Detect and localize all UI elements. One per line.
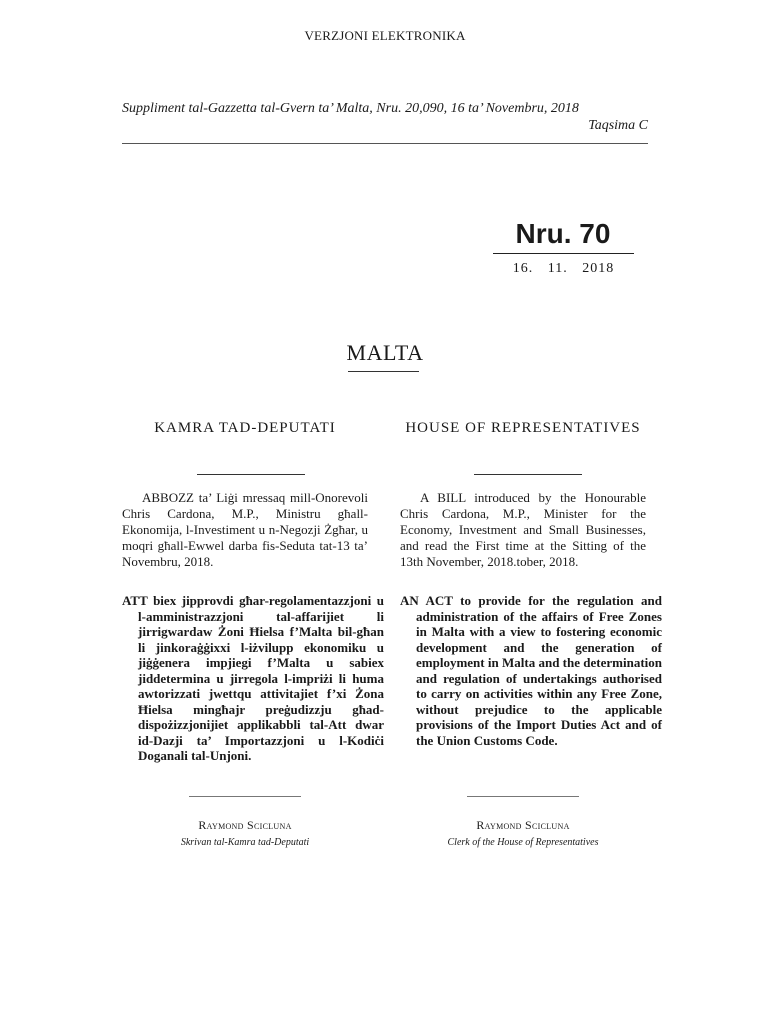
country-title-underline <box>348 371 419 372</box>
left-signatory-title: Skrivan tal-Kamra tad-Deputati <box>180 837 310 848</box>
left-column-heading: KAMRA TAD-DEPUTATI <box>154 420 336 436</box>
right-signatory-name: Raymond Scicluna <box>476 818 570 832</box>
left-signatory-name: Raymond Scicluna <box>198 818 292 832</box>
country-title: MALTA <box>346 340 424 365</box>
bill-number: Nru. 70 <box>515 218 611 249</box>
section-label: Taqsima C <box>588 118 648 133</box>
right-heading-divider <box>474 474 582 475</box>
gazette-supplement-line: Suppliment tal-Gazzetta tal-Gvern ta’ Malta, Nru. 20,090, 16 ta’ Novembru, 2018 <box>122 101 579 116</box>
left-heading-divider <box>197 474 305 475</box>
electronic-version-label: VERZJONI ELEKTRONIKA <box>304 28 466 43</box>
header-divider <box>122 143 648 144</box>
right-signatory-title: Clerk of the House of Representatives <box>447 837 599 848</box>
bill-number-divider <box>493 253 634 254</box>
right-intro-paragraph: A BILL introduced by the Honourable Chris Cardona, M.P., Minister for the Economy, Investment and Small Businesses, and read the First time at the Sitting of the 13th November, 2018.tober, 2018. <box>400 490 646 569</box>
right-column-heading: HOUSE OF REPRESENTATIVES <box>405 420 641 436</box>
left-act-paragraph: ATT biex jipprovdi għar-regolamentazzjoni u l-amministrazzjoni tal-affarijiet li jirrigwardaw Żoni Ħielsa f’Malta bil-għan li jinkoraġġixxi l-iżvilupp ekonomiku u jiġġenera impjiegi f’Malta u sabiex jiddetermina u jirregola l-impriżi li huma awtorizzati jwettqu attivitajiet f’xi Żona Ħielsa mingħajr preġudizzju għad-dispożizzjonijiet applikabbli tal-Att dwar id-Dazji ta’ Importazzjoni u l-Kodiċi Doganali tal-Unjoni. <box>122 593 384 763</box>
right-act-paragraph: AN ACT to provide for the regulation and administration of the affairs of Free Zones in Malta with a view to fostering economic development and the generation of employment in Malta and the determination and regulation of undertakings authorised to carry on activities within any Free Zone, without prejudice to the applicable provisions of the Import Duties Act and of the Union Customs Code. <box>400 593 662 748</box>
bill-date: 16. 11. 2018 <box>512 261 615 276</box>
left-intro-paragraph: ABBOZZ ta’ Liġi mressaq mill-Onorevoli Chris Cardona, M.P., Ministru għall-Ekonomija, l-Investiment u n-Negozji Żgħar, u moqri għall-Ewwel darba fis-Seduta tat-13 ta’ Novembru, 2018. <box>122 490 368 569</box>
right-signature-divider <box>467 796 579 797</box>
left-signature-divider <box>189 796 301 797</box>
